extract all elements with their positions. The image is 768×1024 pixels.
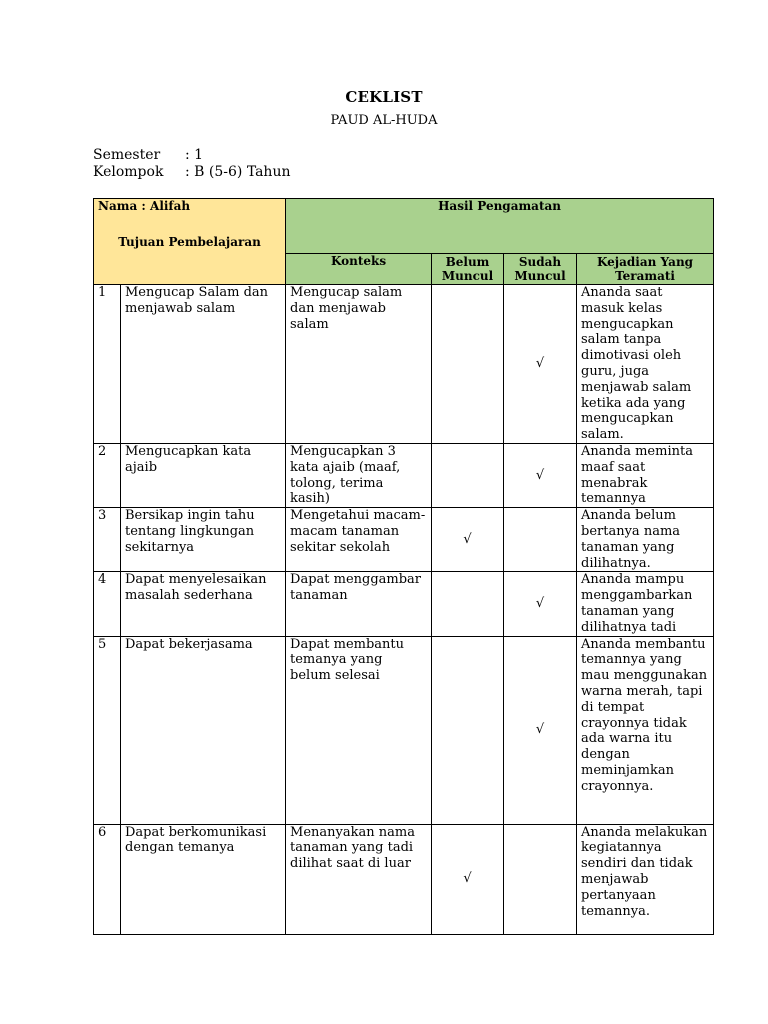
document-title: CEKLIST (345, 88, 423, 106)
not-yet-header: Belum Muncul (432, 254, 504, 285)
student-goal-header (94, 199, 286, 285)
table-row (94, 824, 714, 934)
row-goal: Dapat menyelesaikan masalah sederhana (121, 572, 286, 636)
row-context: Mengucap salam dan menjawab salam (286, 285, 432, 444)
row-observation: Ananda saat masuk kelas mengucapkan salam tanpa dimotivasi oleh guru, juga menjawab salam ketika ada yang mengucapkan salam. (577, 285, 714, 444)
table-row (94, 636, 714, 824)
row-goal: Mengucapkan kata ajaib (121, 443, 286, 507)
row-not-yet (432, 443, 504, 507)
row-context: Menanyakan nama tanaman yang tadi dilihat saat di luar (286, 824, 432, 934)
semester-value: : 1 (185, 147, 204, 163)
row-observation: Ananda melakukan kegiatannya sendiri dan tidak menjawab pertanyaan temannya. (577, 824, 714, 934)
kelompok-value: : B (5-6) Tahun (185, 164, 291, 180)
kelompok-label: Kelompok (93, 164, 164, 180)
row-not-yet: √ (432, 824, 504, 934)
table-row (94, 285, 714, 444)
row-goal: Dapat berkomunikasi dengan temanya (121, 824, 286, 934)
row-number: 4 (94, 572, 121, 636)
row-number: 5 (94, 636, 121, 824)
table-row (94, 443, 714, 507)
row-observation: Ananda membantu temannya yang mau menggunakan warna merah, tapi di tempat crayonnya tidak ada warna itu dengan meminjamkan crayonnya. (577, 636, 714, 824)
row-number: 3 (94, 508, 121, 572)
learning-goal-header: Tujuan Pembelajaran (118, 234, 261, 249)
row-context: Dapat membantu temanya yang belum selesai (286, 636, 432, 824)
semester-label: Semester (93, 147, 161, 163)
observation-results-header: Hasil Pengamatan (286, 199, 714, 254)
row-number: 1 (94, 285, 121, 444)
row-not-yet (432, 285, 504, 444)
row-context: Mengucapkan 3 kata ajaib (maaf, tolong, terima kasih) (286, 443, 432, 507)
row-goal: Dapat bekerjasama (121, 636, 286, 824)
context-header: Konteks (286, 254, 432, 285)
school-name: PAUD AL-HUDA (330, 113, 438, 128)
already-header: Sudah Muncul (504, 254, 577, 285)
row-observation: Ananda belum bertanya nama tanaman yang dilihatnya. (577, 508, 714, 572)
row-context: Dapat menggambar tanaman (286, 572, 432, 636)
row-not-yet (432, 572, 504, 636)
row-already (504, 824, 577, 934)
row-already: √ (504, 443, 577, 507)
kelompok-line (93, 164, 290, 180)
row-not-yet (432, 636, 504, 824)
row-already: √ (504, 285, 577, 444)
row-number: 2 (94, 443, 121, 507)
table-row (94, 508, 714, 572)
row-observation: Ananda meminta maaf saat menabrak temannya (577, 443, 714, 507)
row-already: √ (504, 572, 577, 636)
row-goal: Mengucap Salam dan menjawab salam (121, 285, 286, 444)
row-not-yet: √ (432, 508, 504, 572)
semester-line (93, 147, 203, 163)
student-name: Nama : Alifah (98, 199, 191, 213)
row-context: Mengetahui macam-macam tanaman sekitar sekolah (286, 508, 432, 572)
row-observation: Ananda mampu menggambarkan tanaman yang dilihatnya tadi (577, 572, 714, 636)
row-number: 6 (94, 824, 121, 934)
checklist-table (93, 198, 714, 935)
row-goal: Bersikap ingin tahu tentang lingkungan sekitarnya (121, 508, 286, 572)
row-already: √ (504, 636, 577, 824)
table-row (94, 572, 714, 636)
row-already (504, 508, 577, 572)
observed-events-header: Kejadian Yang Teramati (577, 254, 714, 285)
